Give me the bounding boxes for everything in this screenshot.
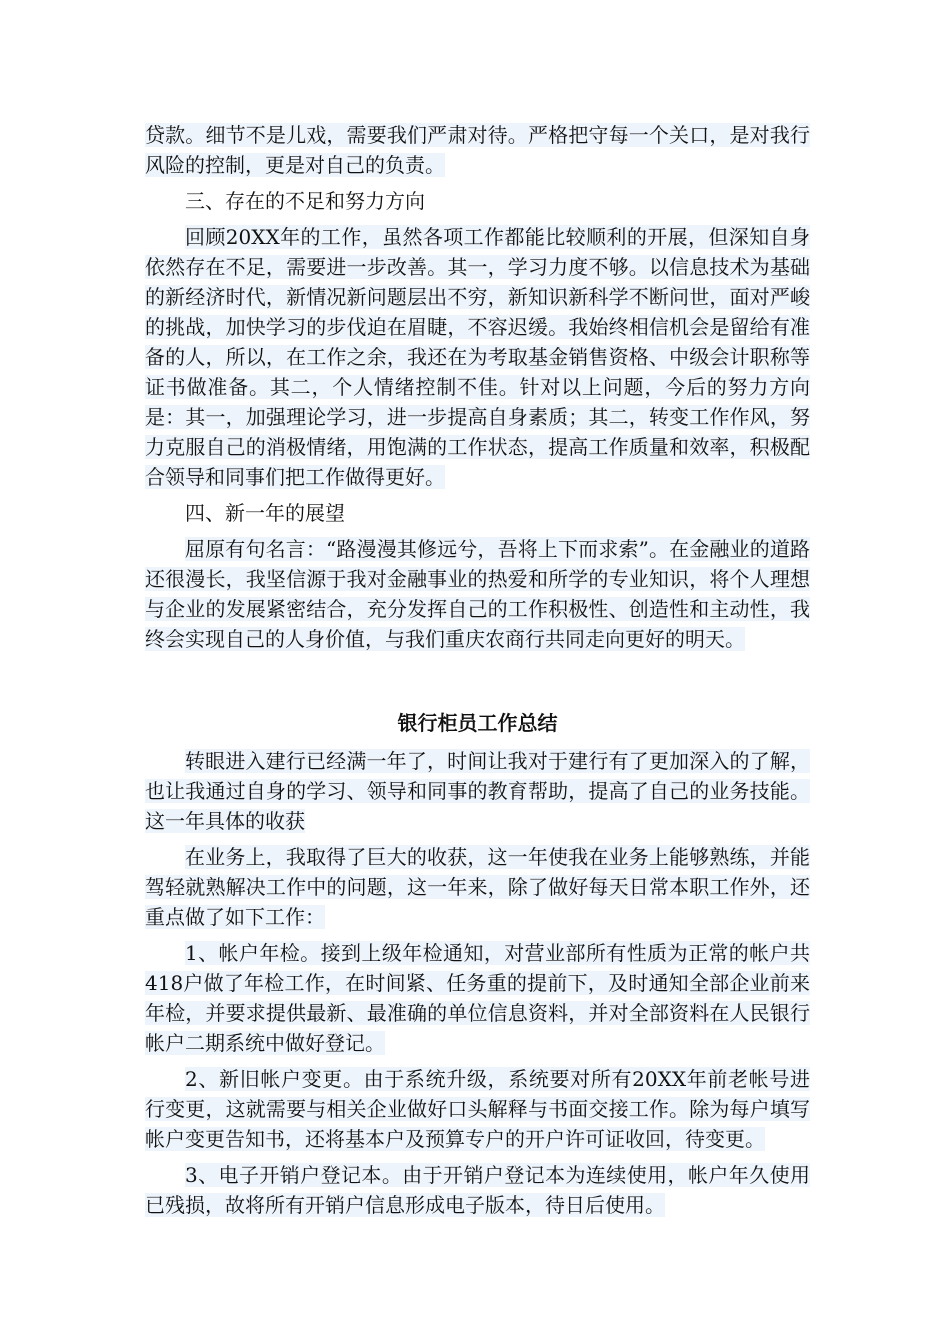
paragraph-business: 在业务上，我取得了巨大的收获，这一年使我在业务上能够熟练，并能驾轻就熟解决工作中的问题，这一年来，除了做好每天日常本职工作外，还重点做了如下工作：	[145, 845, 810, 929]
document-title: 银行柜员工作总结	[397, 711, 558, 735]
paragraph-item-electronic-register: 3、电子开销户登记本。由于开销户登记本为连续使用，帐户年久使用已残损，故将所有开销户信息形成电子版本，待日后使用。	[145, 1163, 810, 1217]
paragraph-item-account-change: 2、新旧帐户变更。由于系统升级，系统要对所有20XX年前老帐号进行变更，这就需要与相关企业做好口头解释与书面交接工作。除为每户填写帐户变更告知书，还将基本户及预算专户的开户许可证收回，待变更。	[145, 1067, 810, 1151]
section-heading-shortcomings: 三、存在的不足和努力方向	[185, 189, 425, 213]
paragraph-loan-detail: 贷款。细节不是儿戏，需要我们严肃对待。严格把守每一个关口，是对我行风险的控制，更是对自己的负责。	[145, 123, 810, 177]
paragraph-intro: 转眼进入建行已经满一年了，时间让我对于建行有了更加深入的了解，也让我通过自身的学习、领导和同事的教育帮助，提高了自己的业务技能。这一年具体的收获	[145, 749, 810, 833]
section-heading-outlook: 四、新一年的展望	[185, 501, 345, 525]
document-body	[145, 120, 810, 1220]
paragraph-quote: 屈原有句名言：“路漫漫其修远兮，吾将上下而求索”。在金融业的道路还很漫长，我坚信源于我对金融事业的热爱和所学的专业知识，将个人理想与企业的发展紧密结合，充分发挥自己的工作积极性、创造性和主动性，我终会实现自己的人身价值，与我们重庆农商行共同走向更好的明天。	[145, 537, 810, 651]
paragraph-item-account-inspection: 1、帐户年检。接到上级年检通知，对营业部所有性质为正常的帐户共418户做了年检工作，在时间紧、任务重的提前下，及时通知全部企业前来年检，并要求提供最新、最准确的单位信息资料，并对全部资料在人民银行帐户二期系统中做好登记。	[145, 941, 810, 1055]
paragraph-review: 回顾20XX年的工作，虽然各项工作都能比较顺利的开展，但深知自身依然存在不足，需要进一步改善。其一，学习力度不够。以信息技术为基础的新经济时代，新情况新问题层出不穷，新知识新科学不断问世，面对严峻的挑战，加快学习的步伐迫在眉睫，不容迟缓。我始终相信机会是留给有准备的人，所以，在工作之余，我还在为考取基金销售资格、中级会计职称等证书做准备。其二，个人情绪控制不佳。针对以上问题，今后的努力方向是：其一，加强理论学习，进一步提高自身素质；其二，转变工作作风，努力克服自己的消极情绪，用饱满的工作状态，提高工作质量和效率，积极配合领导和同事们把工作做得更好。	[145, 225, 810, 489]
